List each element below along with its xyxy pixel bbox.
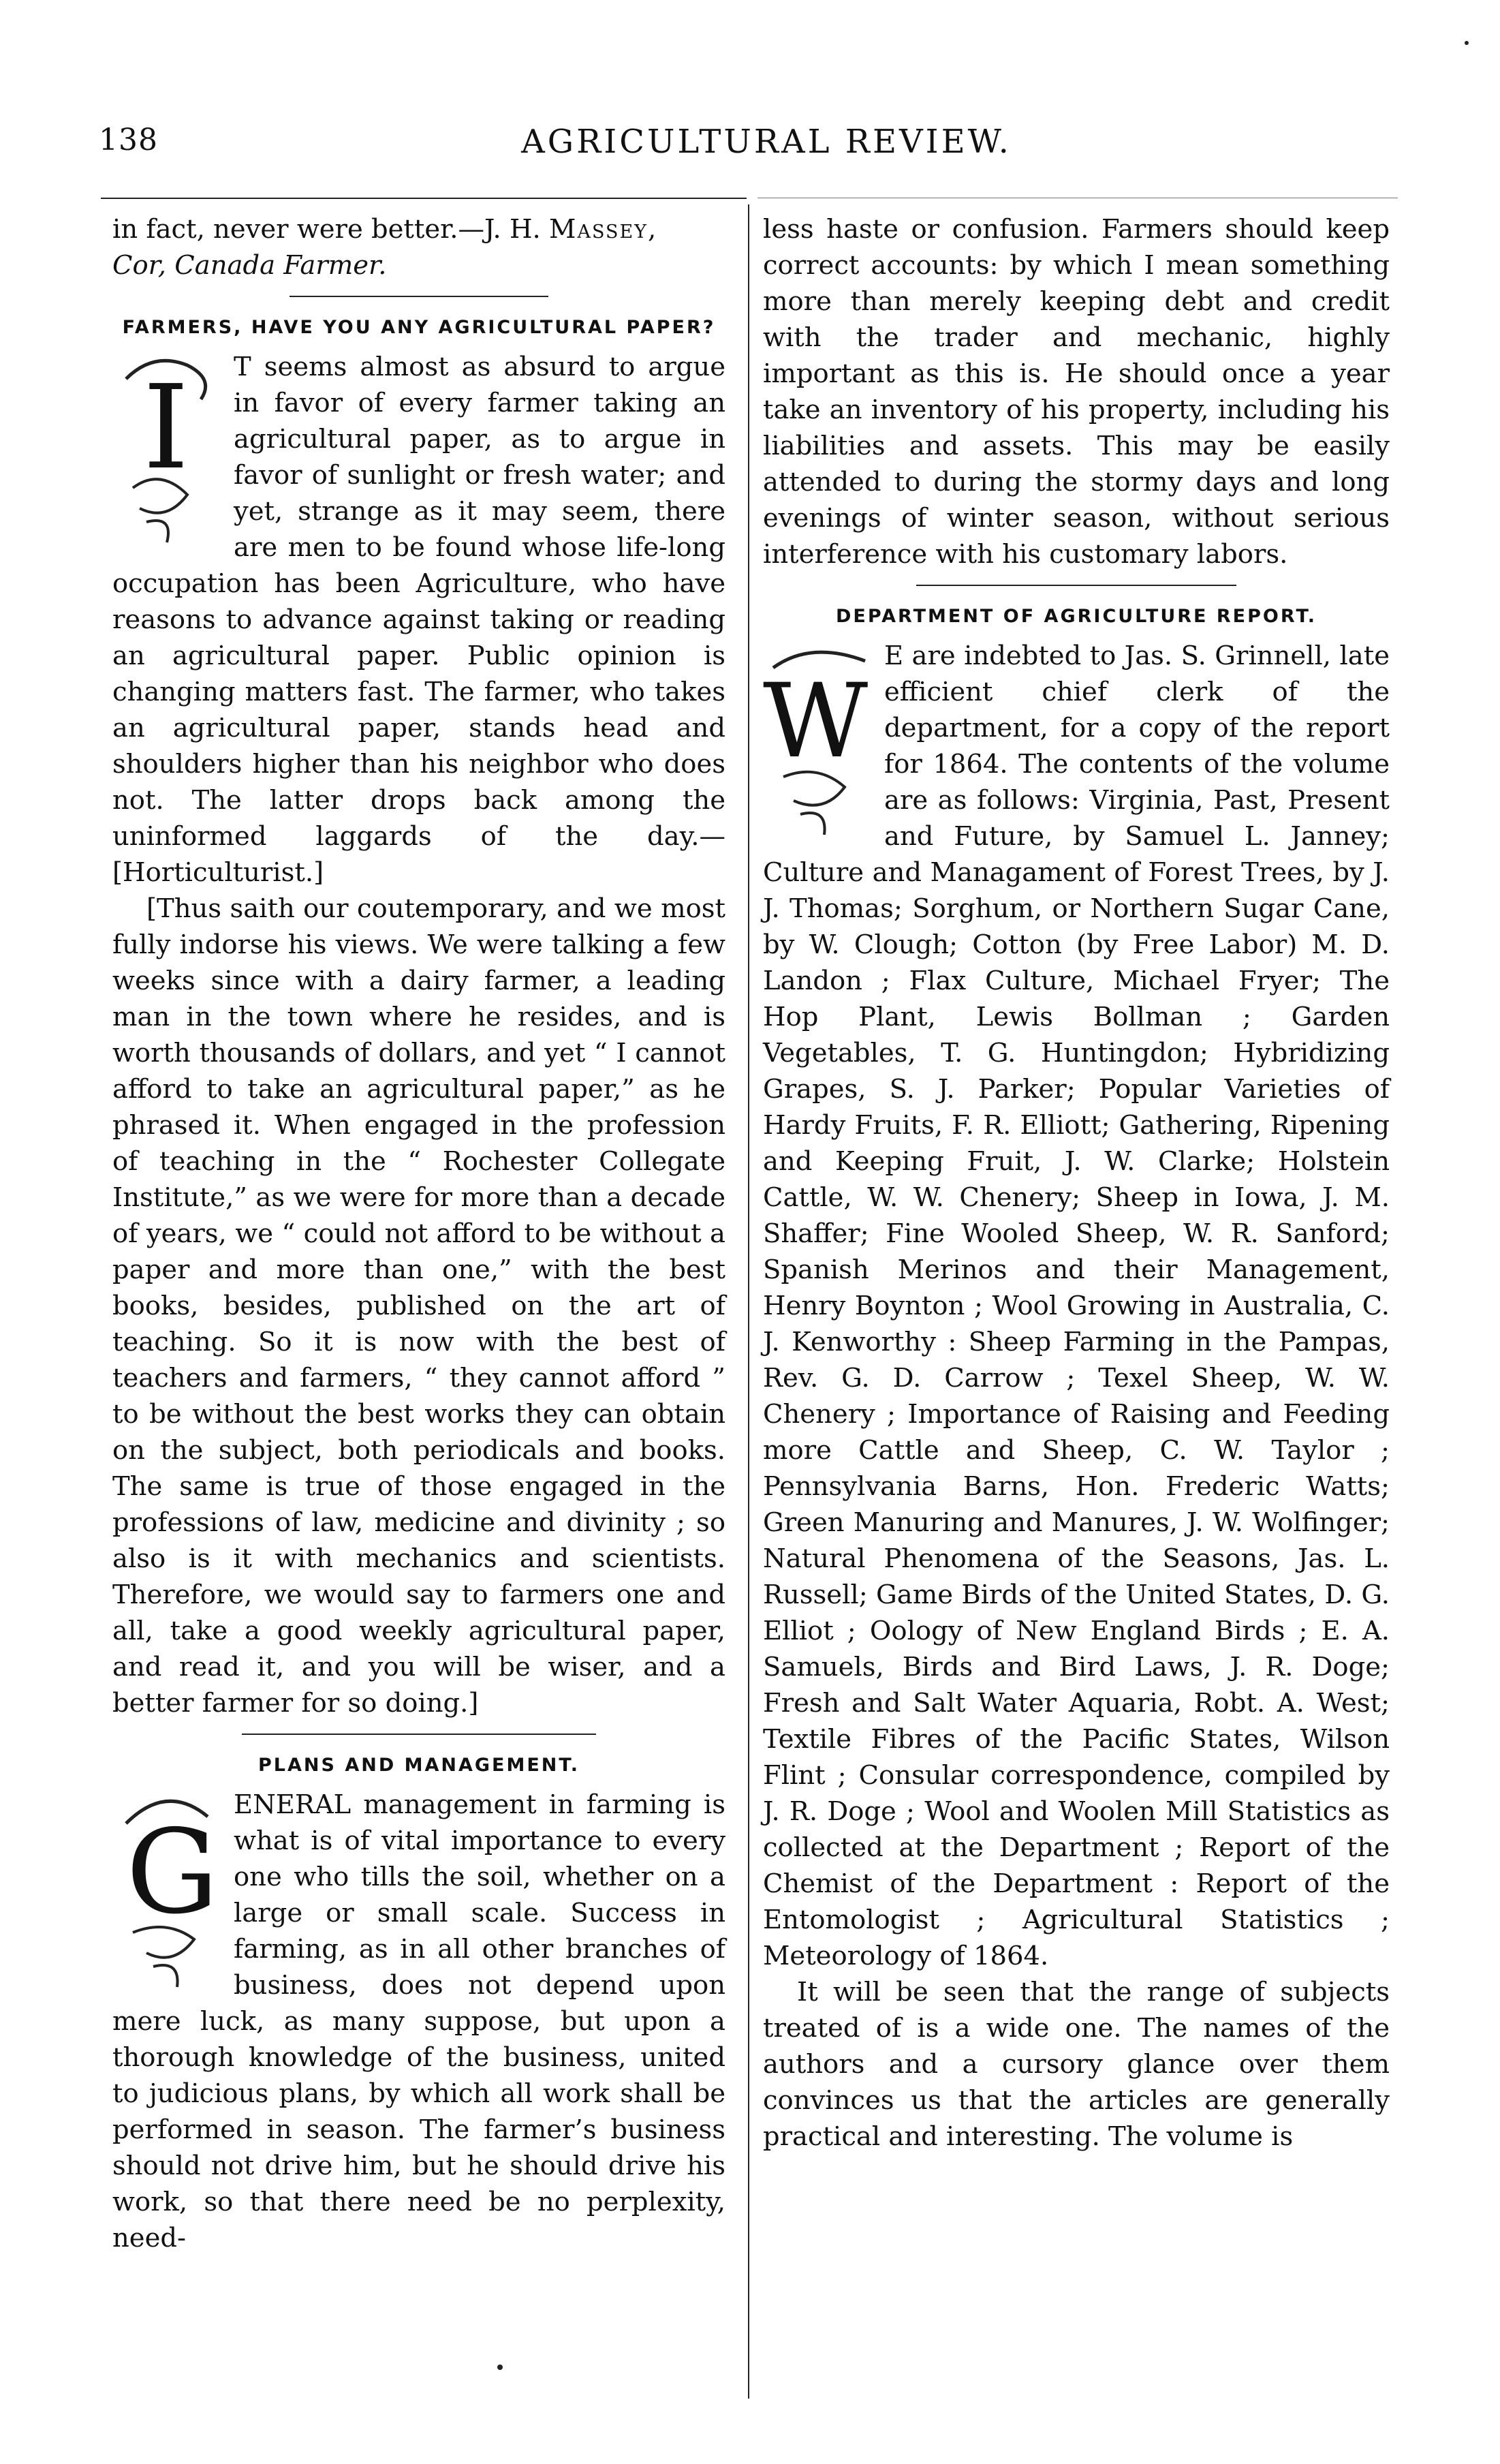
page-mark <box>1465 41 1469 45</box>
svg-text:W: W <box>763 662 869 781</box>
svg-text:G: G <box>126 1805 219 1940</box>
article-text: ENERAL management in farming is what is of vital importance to every one who tills the soil, whether on a large or small scale. Success in farming, as in all other branches of business, does not depend upon mere luck, as many suppose, but upon a thorough knowledge of the business, united to judicious plans, by which all work shall be performed in season. The farmer’s business should not drive him, but he should drive his work, so that there need be no perplexity, need- <box>112 1789 725 2253</box>
right-column <box>763 211 1390 2155</box>
editor-note: [Thus saith our coutemporary, and we most fully indorse his views. We were talking a few weeks since with a dairy farmer, a leading man in the town where he resides, and is worth thousands of dollars, and yet “ I cannot afford to take an agricultural paper,” as he phrased it. When engaged in the profession of teaching in the “ Rochester Collegate Institute,” as we were for more than a decade of years, we “ could not afford to be without a paper and more than one,” with the best books, besides, published on the art of teaching. So it is now with the best of teachers and farmers, “ they cannot afford ” to be without the best works they can obtain on the subject, both periodicals and books. The same is true of those engaged in the professions of law, medicine and divinity ; so also is it with mechanics and scientists. Therefore, we would say to farmers one and all, take a good weekly agricultural paper, and read it, and you will be wiser, and a better farmer for so doing.] <box>112 893 725 1719</box>
header-rule-left <box>101 198 747 199</box>
section-rule <box>290 296 548 297</box>
article-paragraph <box>112 349 725 891</box>
article-paragraph: less haste or confusion. Farmers should keep correct accounts: by which I mean something more than merely keeping debt and credit with the trader and mechanic, highly important as this is. He should once a year take an inventory of his property, including his liabilities and assets. This may be easily attended to during the stormy days and long evenings of winter season, without serious interference with his customary labors. <box>763 214 1390 570</box>
page-number: 138 <box>99 123 158 157</box>
page-header <box>99 123 1434 170</box>
article-heading: FARMERS, HAVE YOU ANY AGRICULTURAL PAPER? <box>122 317 716 338</box>
article-paragraph <box>763 638 1390 1974</box>
ornamental-initial-g <box>112 1789 221 1994</box>
left-column <box>112 211 725 2256</box>
continuation-text: in fact, never were better.—J. H. <box>112 214 550 245</box>
ornamental-initial-w <box>763 641 872 845</box>
section-rule <box>916 585 1236 586</box>
page-mark <box>497 2365 503 2370</box>
svg-text:I: I <box>143 360 189 495</box>
article-paragraph: It will be seen that the range of subjects treated of is a wide one. The names of the authors and a cursory glance over them convinces us that the articles are generally practical and interesting. The volume is <box>763 1977 1390 2152</box>
running-title: AGRICULTURAL REVIEW. <box>521 123 1012 161</box>
ornamental-initial-i <box>112 352 221 556</box>
article-text: T seems almost as absurd to argue in favor of every farmer taking an agricultural paper, as to argue in favor of sunlight or fresh water; and yet, strange as it may seem, there are men to be found whose life-long occupation has been Agriculture, who have reasons to advance against taking or reading an agricultural paper. Public opinion is changing matters fast. The farmer, who takes an agricultural paper, stands head and shoulders higher than his neighbor who does not. The latter drops back among the uninformed laggards of the day.—[Horticulturist.] <box>112 352 725 888</box>
article-heading: DEPARTMENT OF AGRICULTURE REPORT. <box>835 606 1317 627</box>
column-divider <box>748 204 749 2399</box>
article-text: E are indebted to Jas. S. Grinnell, late efficient chief clerk of the department, for a copy of the report for 1864. The contents of the volume are as follows: Virginia, Past, Present and Future, by Samuel L. Janney; Culture and Managament of Forest Trees, by J. J. Thomas; Sorghum, or Northern Sugar Cane, by W. Clough; Cotton (by Free Labor) M. D. Landon ; Flax Culture, Michael Fryer; The Hop Plant, Lewis Bollman ; Garden Vegetables, T. G. Huntingdon; Hybridizing Grapes, S. J. Parker; Popular Varieties of Hardy Fruits, F. R. Elliott; Gathering, Ripening and Keeping Fruit, J. W. Clarke; Holstein Cattle, W. W. Chenery; Sheep in Iowa, J. M. Shaffer; Fine Wooled Sheep, W. R. Sanford; Spanish Merinos and their Management, Henry Boynton ; Wool Growing in Australia, C. J. Kenworthy : Sheep Farming in the Pampas, Rev. G. D. Carrow ; Texel Sheep, W. W. Chenery ; Importance of Raising and Feeding more Cattle and Sheep, C. W. Taylor ; Pennsylvania Barns, Hon. Frederic Watts; Green Manuring and Manures, J. W. Wolfinger; Natural Phenomena of the Seasons, Jas. L. Russell; Game Birds of the United States, D. G. Elliot ; Oology of New England Birds ; E. A. Samuels, Birds and Bird Laws, J. R. Doge; Fresh and Salt Water Aquaria, Robt. A. West; Textile Fibres of the Pacific States, Wilson Flint ; Consular correspondence, compiled by J. R. Doge ; Wool and Woolen Mill Statistics as collected at the Department ; Report of the Chemist of the Department : Report of the Entomologist ; Agricultural Statistics ; Meteorology of 1864. <box>763 641 1390 1971</box>
article-paragraph <box>112 1787 725 2256</box>
signature-name: Massey, <box>549 214 658 245</box>
section-rule <box>242 1734 596 1735</box>
signature-source: Cor, Canada Farmer. <box>112 250 387 281</box>
article-heading: PLANS AND MANAGEMENT. <box>258 1755 580 1776</box>
left-continuation <box>112 211 725 283</box>
